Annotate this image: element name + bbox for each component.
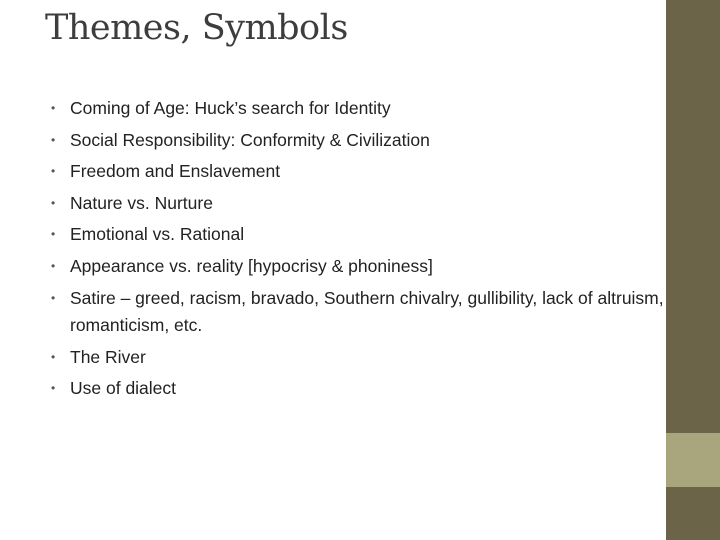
slide-title: Themes, Symbols: [45, 8, 348, 48]
bullet-list: [51, 93, 681, 405]
bullet-icon: •: [51, 195, 56, 210]
bullet-text: Freedom and Enslavement: [70, 161, 281, 182]
bullet-item: [51, 342, 681, 374]
bullet-icon: •: [51, 258, 56, 273]
bullet-item: [51, 93, 681, 125]
bullet-icon: •: [51, 227, 56, 242]
bullet-icon: •: [51, 381, 56, 396]
bullet-item: [51, 188, 681, 220]
bullet-text: Emotional vs. Rational: [70, 224, 245, 245]
bullet-item: [51, 251, 681, 283]
bullet-text: The River: [70, 346, 146, 367]
bullet-item: [51, 373, 681, 405]
bullet-item: [51, 156, 681, 188]
bullet-item: [51, 283, 681, 342]
bullet-text: Appearance vs. reality [hypocrisy & phoniness]: [70, 255, 433, 276]
bullet-icon: •: [51, 290, 56, 305]
bullet-text: Nature vs. Nurture: [70, 192, 213, 213]
bullet-text: Satire – greed, racism, bravado, Southern chivalry, gullibility, lack of altruism, romanticism, etc.: [70, 287, 664, 335]
bullet-icon: •: [51, 349, 56, 364]
bullet-text: Coming of Age: Huck’s search for Identity: [70, 98, 391, 118]
bullet-icon: •: [51, 101, 56, 115]
bullet-icon: •: [51, 164, 56, 179]
bullet-item: [51, 125, 681, 157]
bullet-text: Use of dialect: [70, 378, 177, 399]
bullet-icon: •: [51, 132, 56, 147]
bullet-text: Social Responsibility: Conformity & Civilization: [70, 129, 430, 150]
bullet-item: [51, 219, 681, 251]
side-bar-accent: [666, 433, 720, 487]
